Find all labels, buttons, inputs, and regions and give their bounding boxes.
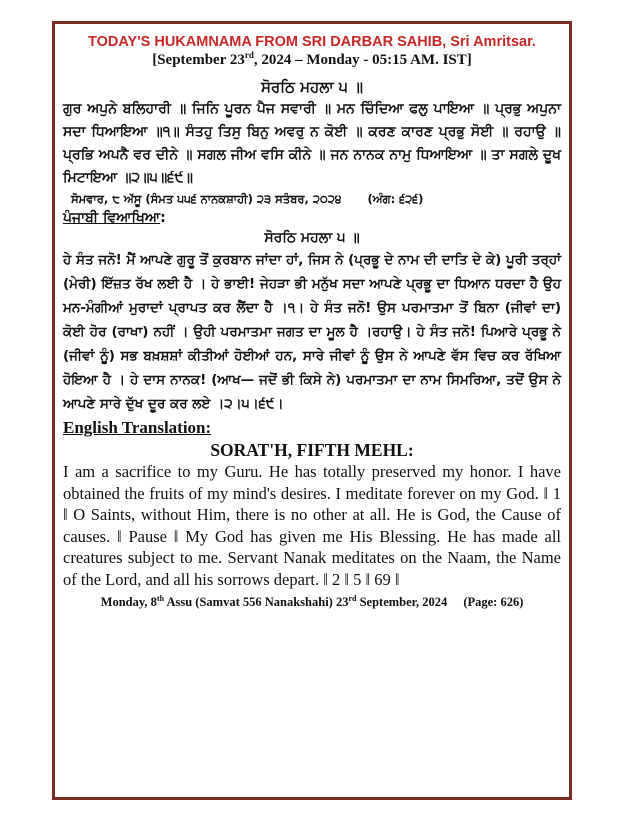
gurmukhi-date: ਸੋਮਵਾਰ, ੮ ਅੱਸੂ (ਸੰਮਤ ੫੫੬ ਨਾਨਕਸ਼ਾਹੀ) ੨੩ ਸਤੰਬਰ, ੨੦੨੪ <box>71 192 342 206</box>
shabad-title: ਸੋਰਠਿ ਮਹਲਾ ੫ ॥ <box>260 78 364 96</box>
footer-day: Monday, 8 <box>100 595 157 609</box>
english-title: SORAT'H, FIFTH MEHL: <box>210 440 414 460</box>
hukamnama-content <box>61 30 563 791</box>
punjabi-vyakhya-colon: : <box>160 210 166 226</box>
punjabi-vyakhya-title: ਸੋਰਠਿ ਮਹਲਾ ੫ ॥ <box>264 230 360 246</box>
footer-date-line <box>61 592 563 612</box>
page-title: TODAY'S HUKAMNAMA FROM SRI DARBAR SAHIB, Sri Amritsar. <box>88 34 536 50</box>
date-header-suffix: rd <box>244 50 254 60</box>
gurmukhi-date-line <box>61 190 563 208</box>
english-translation-label: English Translation: <box>63 418 212 437</box>
punjabi-vyakhya-heading <box>61 208 563 228</box>
ang-number: (ਅੰਗ: ੬੨੬) <box>367 192 424 206</box>
footer-end: September, 2024 <box>356 595 448 609</box>
hukamnama-frame <box>52 21 572 800</box>
punjabi-vyakhya-label: ਪੰਜਾਬੀ ਵਿਆਖਿਆ <box>63 210 161 226</box>
footer-page: (Page: 626) <box>463 595 524 609</box>
shabad-text: ਗੁਰ ਅਪੁਨੇ ਬਲਿਹਾਰੀ ॥ ਜਿਨਿ ਪੂਰਨ ਪੈਜ ਸਵਾਰੀ ॥ ਮਨ ਚਿੰਦਿਆ ਫਲੁ ਪਾਇਆ ॥ ਪ੍ਰਭੁ ਅਪੁਨਾ ਸਦਾ ਧਿਆਇਆ ॥੧॥ ਸੰਤਹੁ ਤਿਸੁ ਬਿਨੁ ਅਵਰੁ ਨ ਕੋਈ ॥ ਕਰਣ ਕਾਰਣ ਪ੍ਰਭੁ ਸੋਈ ॥ ਰਹਾਉ ॥ ਪ੍ਰਭਿ ਅਪਨੈ ਵਰ ਦੀਨੇ ॥ ਸਗਲ ਜੀਅ ਵਸਿ ਕੀਨੇ ॥ ਜਨ ਨਾਨਕ ਨਾਮੁ ਧਿਆਇਆ ॥ ਤਾ ਸਗਲੇ ਦੂਖ ਮਿਟਾਇਆ ॥੨॥੫॥੬੯॥ <box>63 101 561 186</box>
date-header-open: [September 23 <box>152 52 245 68</box>
footer-date-suffix: rd <box>348 593 357 603</box>
english-translation-text: I am a sacrifice to my Guru. He has totally preserved my honor. I have obtained the fruits of my mind's desires. I meditate forever on my God. ‖ 1 ‖ O Saints, without Him, there is no other at all. He is God, the Cause of causes. ‖ Pause ‖ My God has given me His Blessing. He has made all creatures subject to me. Servant Nanak meditates on the Naam, the Name of the Lord, and all his sorrows depart. ‖ 2 ‖ 5 ‖ 69 ‖ <box>63 462 561 589</box>
date-header <box>61 51 563 70</box>
footer-middle: Assu (Samvat 556 Nanakshahi) 23 <box>164 595 349 609</box>
date-header-rest: , 2024 – Monday - 05:15 AM. IST] <box>253 52 472 68</box>
punjabi-vyakhya-text: ਹੇ ਸੰਤ ਜਨੋ! ਮੈਂ ਆਪਣੇ ਗੁਰੂ ਤੋਂ ਕੁਰਬਾਨ ਜਾਂਦਾ ਹਾਂ, ਜਿਸ ਨੇ (ਪ੍ਰਭੂ ਦੇ ਨਾਮ ਦੀ ਦਾਤਿ ਦੇ ਕੇ) ਪੂਰੀ ਤਰ੍ਹਾਂ (ਮੇਰੀ) ਇੱਜ਼ਤ ਰੱਖ ਲਈ ਹੈ । ਹੇ ਭਾਈ! ਜੇਹੜਾ ਭੀ ਮਨੁੱਖ ਸਦਾ ਆਪਣੇ ਪ੍ਰਭੂ ਦਾ ਧਿਆਨ ਧਰਦਾ ਹੈ ਉਹ ਮਨ-ਮੰਗੀਆਂ ਮੁਰਾਦਾਂ ਪ੍ਰਾਪਤ ਕਰ ਲੈਂਦਾ ਹੈ ।੧। ਹੇ ਸੰਤ ਜਨੋ! ਉਸ ਪਰਮਾਤਮਾ ਤੋਂ ਬਿਨਾ (ਜੀਵਾਂ ਦਾ) ਕੋਈ ਹੋਰ (ਰਾਖਾ) ਨਹੀਂ । ਉਹੀ ਪਰਮਾਤਮਾ ਜਗਤ ਦਾ ਮੂਲ ਹੈ ।ਰਹਾਉ। ਹੇ ਸੰਤ ਜਨੋ! ਪਿਆਰੇ ਪ੍ਰਭੂ ਨੇ (ਜੀਵਾਂ ਨੂੰ) ਸਭ ਬਖ਼ਸ਼ਸ਼ਾਂ ਕੀਤੀਆਂ ਹੋਈਆਂ ਹਨ, ਸਾਰੇ ਜੀਵਾਂ ਨੂੰ ਉਸ ਨੇ ਆਪਣੇ ਵੱਸ ਵਿਚ ਕਰ ਰੱਖਿਆ ਹੋਇਆ ਹੈ । ਹੇ ਦਾਸ ਨਾਨਕ! (ਆਖ— ਜਦੋਂ ਭੀ ਕਿਸੇ ਨੇ) ਪਰਮਾਤਮਾ ਦਾ ਨਾਮ ਸਿਮਰਿਆ, ਤਦੋਂ ਉਸ ਨੇ ਆਪਣੇ ਸਾਰੇ ਦੁੱਖ ਦੂਰ ਕਰ ਲਏ ।੨।੫।੬੯। <box>63 252 561 412</box>
footer-day-suffix: th <box>156 593 165 603</box>
